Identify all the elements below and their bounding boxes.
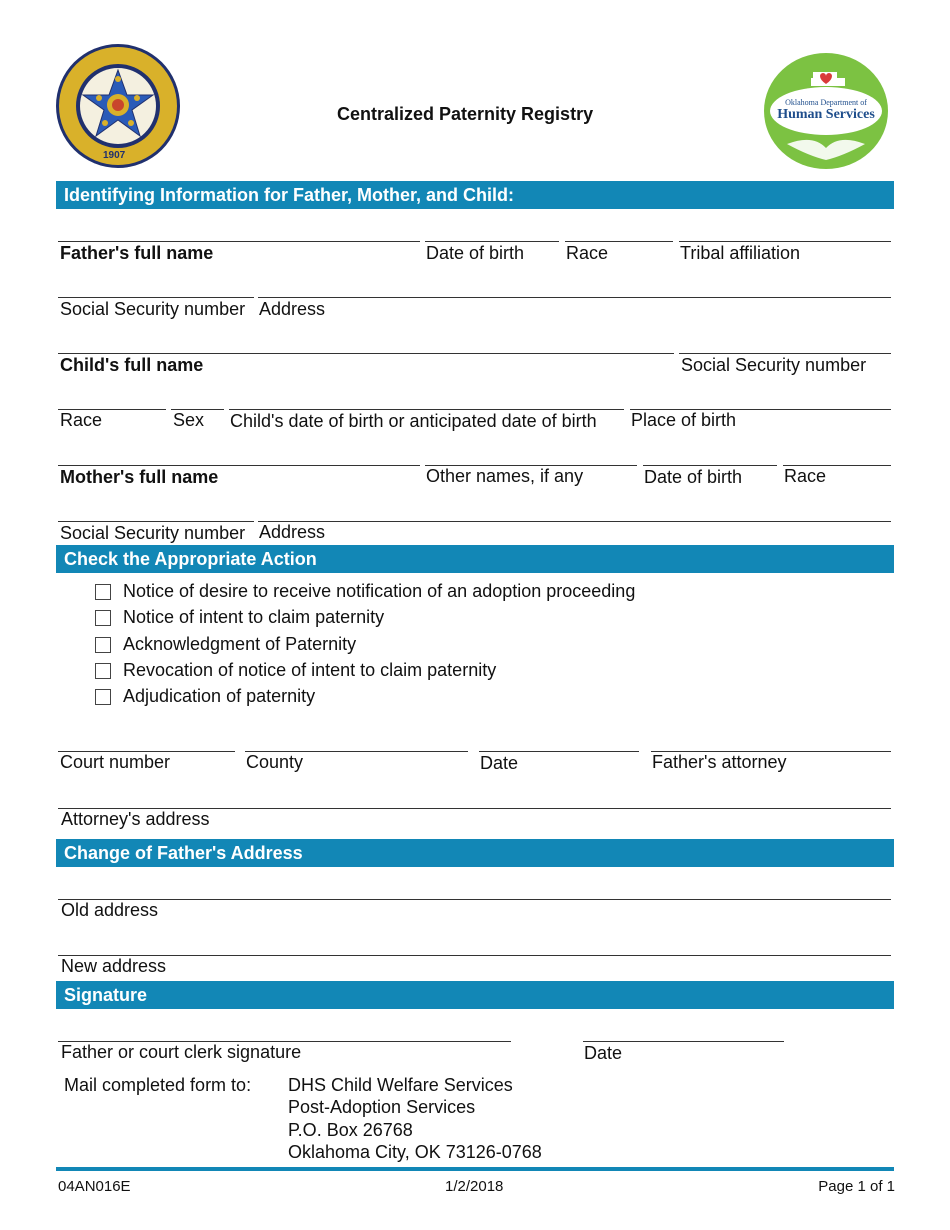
action-option-label: Notice of desire to receive notification of an adoption proceeding	[123, 581, 636, 601]
father-tribal-line[interactable]	[679, 241, 891, 242]
action-option-label: Notice of intent to claim paternity	[123, 607, 385, 627]
attorney-address-label: Attorney's address	[61, 809, 210, 829]
court-date-label: Date	[480, 753, 519, 773]
mother-address-line[interactable]	[258, 521, 891, 522]
child-name-label: Child's full name	[60, 355, 204, 375]
father-race-line[interactable]	[565, 241, 673, 242]
father-dob-label: Date of birth	[426, 243, 525, 263]
checkbox[interactable]	[95, 637, 111, 653]
child-dob-label: Child's date of birth or anticipated date of birth	[230, 411, 597, 431]
child-ssn-label: Social Security number	[681, 355, 867, 375]
checkbox[interactable]	[95, 610, 111, 626]
dhs-logo-line1: Oklahoma Department of	[785, 98, 867, 107]
father-ssn-label: Social Security number	[60, 299, 246, 319]
page-number: Page 1 of 1	[818, 1178, 895, 1195]
new-address-label: New address	[61, 956, 167, 976]
checkbox[interactable]	[95, 663, 111, 679]
signature-date-line[interactable]	[583, 1041, 784, 1042]
child-race-label: Race	[60, 410, 103, 430]
father-ssn-line[interactable]	[58, 297, 254, 298]
mother-ssn-label: Social Security number	[60, 523, 246, 543]
new-address-line[interactable]	[58, 955, 891, 956]
mother-race-label: Race	[784, 466, 827, 486]
section-action-title: Check the Appropriate Action	[64, 549, 317, 569]
mother-dob-label: Date of birth	[644, 467, 743, 487]
section-identifying-title: Identifying Information for Father, Mother, and Child:	[64, 185, 514, 205]
section-identifying	[56, 181, 894, 209]
mail-address-line: P.O. Box 26768	[288, 1120, 413, 1140]
old-address-label: Old address	[61, 900, 159, 920]
father-dob-line[interactable]	[425, 241, 559, 242]
footer-rule	[56, 1167, 894, 1171]
father-race-label: Race	[566, 243, 609, 263]
child-ssn-line[interactable]	[679, 353, 891, 354]
mother-name-line[interactable]	[58, 465, 420, 466]
father-address-label: Address	[259, 299, 326, 319]
checkbox[interactable]	[95, 689, 111, 705]
section-action	[56, 545, 894, 573]
father-name-label: Father's full name	[60, 243, 214, 263]
form-date: 1/2/2018	[445, 1178, 504, 1195]
section-signature-title: Signature	[64, 985, 148, 1005]
checkbox[interactable]	[95, 584, 111, 600]
section-change-address	[56, 839, 894, 867]
child-place-label: Place of birth	[631, 410, 737, 430]
signature-label: Father or court clerk signature	[61, 1042, 302, 1062]
court-number-label: Court number	[60, 752, 171, 772]
court-date-line[interactable]	[479, 751, 639, 752]
old-address-line[interactable]	[58, 899, 891, 900]
father-tribal-label: Tribal affiliation	[680, 243, 801, 263]
mother-address-label: Address	[259, 522, 326, 542]
form-id: 04AN016E	[58, 1178, 131, 1195]
dhs-logo-line2: Human Services	[777, 107, 875, 122]
father-name-line[interactable]	[58, 241, 420, 242]
child-sex-label: Sex	[173, 410, 205, 430]
child-dob-line[interactable]	[229, 409, 624, 410]
mother-dob-line[interactable]	[643, 465, 777, 466]
mother-name-label: Mother's full name	[60, 467, 219, 487]
seal-year: 1907	[103, 150, 126, 161]
mail-label: Mail completed form to:	[64, 1075, 252, 1095]
attorney-label: Father's attorney	[652, 752, 787, 772]
mother-othernames-label: Other names, if any	[426, 466, 584, 486]
county-label: County	[246, 752, 304, 772]
child-name-line[interactable]	[58, 353, 674, 354]
action-option-label: Acknowledgment of Paternity	[123, 634, 357, 654]
section-change-address-title: Change of Father's Address	[64, 843, 303, 863]
mail-address-line: Post-Adoption Services	[288, 1097, 476, 1117]
mother-ssn-line[interactable]	[58, 521, 254, 522]
father-address-line[interactable]	[258, 297, 891, 298]
mail-address-line: Oklahoma City, OK 73126-0768	[288, 1142, 542, 1162]
page-title: Centralized Paternity Registry	[337, 104, 594, 124]
action-option-label: Adjudication of paternity	[123, 686, 316, 706]
mail-address-line: DHS Child Welfare Services	[288, 1075, 513, 1095]
section-signature	[56, 981, 894, 1009]
signature-date-label: Date	[584, 1043, 623, 1063]
action-option-label: Revocation of notice of intent to claim paternity	[123, 660, 497, 680]
